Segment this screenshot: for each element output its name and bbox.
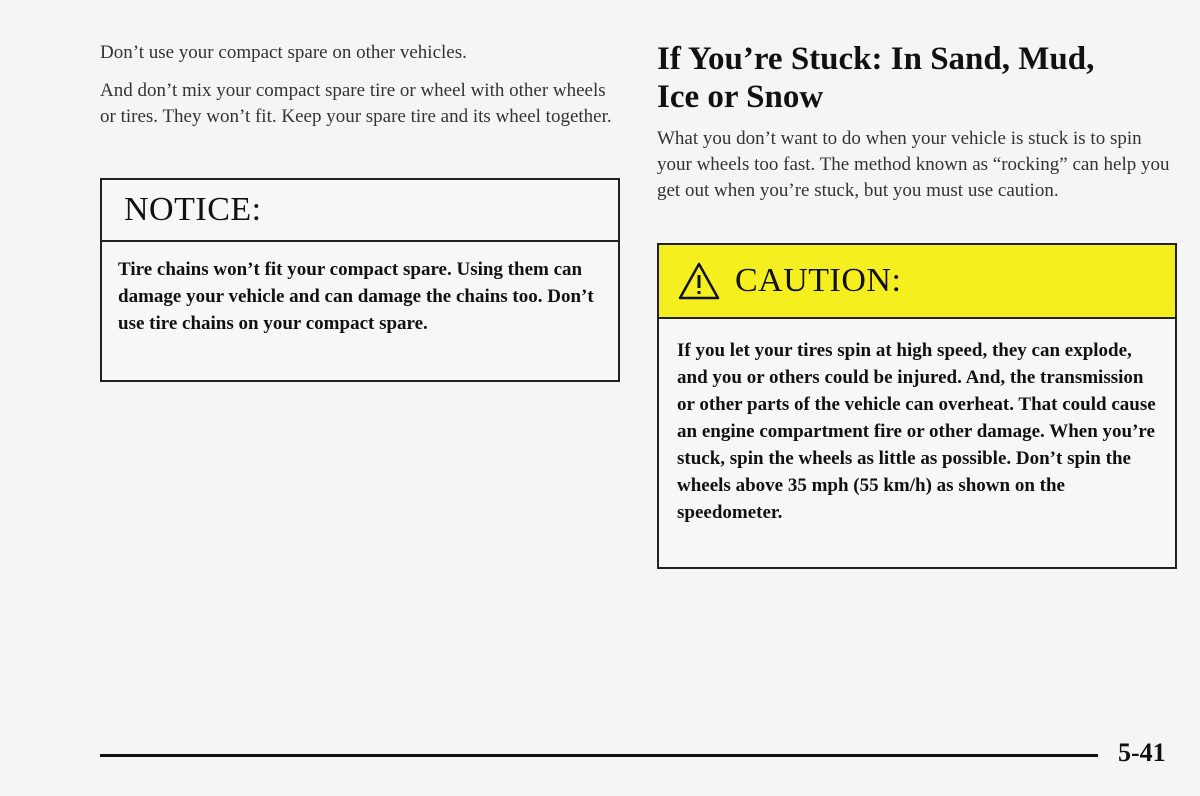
notice-title: NOTICE: xyxy=(124,191,262,228)
page-number: 5-41 xyxy=(1118,738,1166,767)
paragraph-compact-spare: Don’t use your compact spare on other vehicles. xyxy=(100,42,467,63)
right-column xyxy=(657,40,1177,216)
section-heading-line1: If You’re Stuck: In Sand, Mud, xyxy=(657,41,1095,77)
paragraph-stuck-intro: What you don’t want to do when your vehicle is stuck is to spin your wheels too fast. The method known as “rocking” can help you get out when you’re stuck, but you must use caution. xyxy=(657,128,1170,201)
footer-rule xyxy=(100,754,1098,757)
caution-header xyxy=(659,245,1175,319)
paragraph-dont-mix: And don’t mix your compact spare tire or wheel with other wheels or tires. They won’t fit. Keep your spare tire and its wheel together. xyxy=(100,80,612,127)
notice-header xyxy=(102,180,618,242)
section-heading xyxy=(657,40,1177,116)
notice-box xyxy=(100,178,620,382)
notice-body: Tire chains won’t fit your compact spare. Using them can damage your vehicle and can damage the chains too. Don’t use tire chains on your compact spare. xyxy=(118,259,594,334)
left-column xyxy=(100,40,620,142)
section-heading-line2: Ice or Snow xyxy=(657,79,824,115)
caution-body: If you let your tires spin at high speed, they can explode, and you or others could be injured. And, the transmission or other parts of the vehicle can overheat. That could cause an engine compartment fire or other damage. When you’re stuck, spin the wheels as little as possible. Don’t spin the wheels above 35 mph (55 km/h) as shown on the speedometer. xyxy=(677,340,1156,523)
warning-triangle-icon xyxy=(677,261,721,301)
caution-box xyxy=(657,243,1177,569)
caution-title: CAUTION: xyxy=(735,262,902,299)
